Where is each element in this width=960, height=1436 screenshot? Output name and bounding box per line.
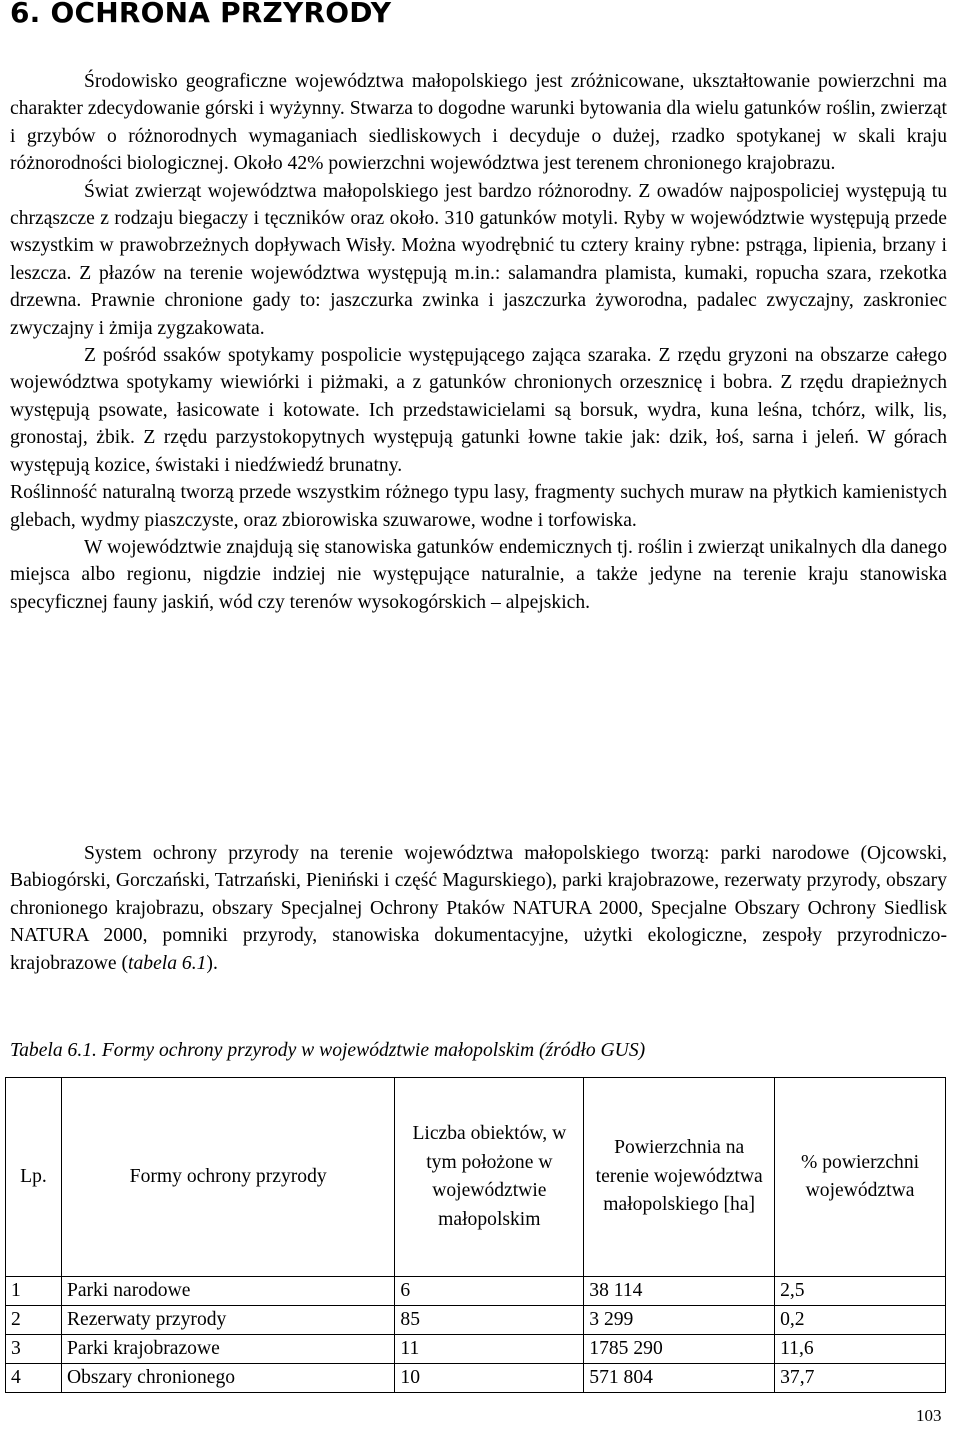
cell-percent: 11,6 (775, 1335, 946, 1364)
cell-area: 1785 290 (584, 1335, 775, 1364)
protection-system-text-end: ). (206, 952, 218, 974)
paragraph-protection-system (10, 840, 947, 977)
paragraph-vegetation: Roślinność naturalną tworzą przede wszystkim różnego typu lasy, fragmenty suchych muraw na płytkich kamienistych glebach, wydmy piaszczyste, oraz zbiorowiska szuwarowe, wodne i torfowiska. (10, 482, 947, 531)
paragraph-environment: Środowisko geograficzne województwa małopolskiego jest zróżnicowane, ukształtowanie powierzchni ma charakter zdecydowanie górski i wyżynny. Stwarza to dogodne warunki bytowania dla wielu gatunków roślin, zwierząt i grzybów o różnorodnych wymaganiach siedliskowych i decyduje o dużej, rzadko spotykanej w skali kraju różnorodności biologicznej. Około 42% powierzchni województwa jest terenem chronionego krajobrazu. (10, 71, 947, 175)
cell-lp: 4 (6, 1364, 62, 1393)
cell-form: Rezerwaty przyrody (61, 1306, 394, 1335)
cell-form: Parki krajobrazowe (61, 1335, 394, 1364)
paragraph-endemic: W województwie znajdują się stanowiska gatunków endemicznych tj. roślin i zwierząt unikalnych dla danego miejsca albo regionu, nigdzie indziej nie występujące naturalnie, a także jedyne na terenie kraju stanowiska specyficznej fauny jaskiń, wód czy terenów wysokogórskich – alpejskich. (10, 536, 947, 613)
protection-system-text: System ochrony przyrody na terenie województwa małopolskiego tworzą: parki narodowe (Ojcowski, Babiogórski, Gorczański, Tatrzański, Pieniński i część Magurskiego), parki krajobrazowe, rezerwaty przyrody, obszary chronionego krajobrazu, obszary Specjalnej Ochrony Ptaków NATURA 2000, Specjalne Obszary Ochrony Siedlisk NATURA 2000, pomniki przyrody, stanowiska dokumentacyjne, użytki ekologiczne, zespoły przyrodniczo-krajobrazowe ( (10, 843, 947, 974)
header-count: Liczba obiektów, w tym położone w województwie małopolskim (395, 1078, 584, 1277)
paragraph-mammals: Z pośród ssaków spotykamy pospolicie występującego zająca szaraka. Z rzędu gryzoni na obszarze całego województwa spotykamy wiewiórki i piżmaki, a z gatunków chronionych orzesznicę i bobra. Z rzędu drapieżnych występują psowate, łasicowate i kotowate. Ich przedstawicielami są borsuk, wydra, kuna leśna, tchórz, wilk, lis, gronostaj, żbik. Z rzędu parzystokopytnych występują gatunki łowne takie jak: dzik, łoś, sarna i jeleń. W górach występują kozice, świstaki i niedźwiedź brunatny. (10, 345, 947, 476)
table-row (6, 1364, 946, 1393)
body-text-section-1 (10, 68, 947, 616)
page-number: 103 (916, 1406, 942, 1425)
table-row (6, 1277, 946, 1306)
table-row (6, 1306, 946, 1335)
header-form: Formy ochrony przyrody (61, 1078, 394, 1277)
table-caption: Tabela 6.1. Formy ochrony przyrody w województwie małopolskim (źródło GUS) (10, 1040, 646, 1061)
cell-lp: 1 (6, 1277, 62, 1306)
header-percent: % powierzchni województwa (775, 1078, 946, 1277)
cell-percent: 2,5 (775, 1277, 946, 1306)
cell-form: Obszary chronionego (61, 1364, 394, 1393)
header-lp: Lp. (6, 1078, 62, 1277)
cell-lp: 2 (6, 1306, 62, 1335)
cell-count: 6 (395, 1277, 584, 1306)
protection-forms-table (5, 1077, 946, 1393)
cell-percent: 0,2 (775, 1306, 946, 1335)
body-text-section-2 (10, 840, 947, 977)
table-header-row (6, 1078, 946, 1277)
cell-count: 11 (395, 1335, 584, 1364)
cell-area: 3 299 (584, 1306, 775, 1335)
header-area: Powierzchnia na terenie województwa małopolskiego [ha] (584, 1078, 775, 1277)
cell-form: Parki narodowe (61, 1277, 394, 1306)
cell-area: 571 804 (584, 1364, 775, 1393)
cell-area: 38 114 (584, 1277, 775, 1306)
table-reference: tabela 6.1 (128, 952, 207, 974)
cell-count: 10 (395, 1364, 584, 1393)
cell-lp: 3 (6, 1335, 62, 1364)
section-heading: 6. OCHRONA PRZYRODY (10, 0, 392, 29)
cell-count: 85 (395, 1306, 584, 1335)
paragraph-fauna: Świat zwierząt województwa małopolskiego jest bardzo różnorodny. Z owadów najpospoliciej występują tu chrząszcze z rodzaju biegaczy i tęczników oraz około. 310 gatunków motyli. Ryby w województwie występują przede wszystkim w prawobrzeżnych dopływach Wisły. Można wyodrębnić tu cztery krainy rybne: pstrąga, lipienia, brzany i leszcza. Z płazów na terenie województwa występują m.in.: salamandra plamista, kumaki, ropucha szara, rzekotka drzewna. Prawnie chronione gady to: jaszczurka zwinka i jaszczurka żyworodna, padalec zwyczajny, zaskroniec zwyczajny i żmija zygzakowata. (10, 180, 947, 339)
table-row (6, 1335, 946, 1364)
cell-percent: 37,7 (775, 1364, 946, 1393)
